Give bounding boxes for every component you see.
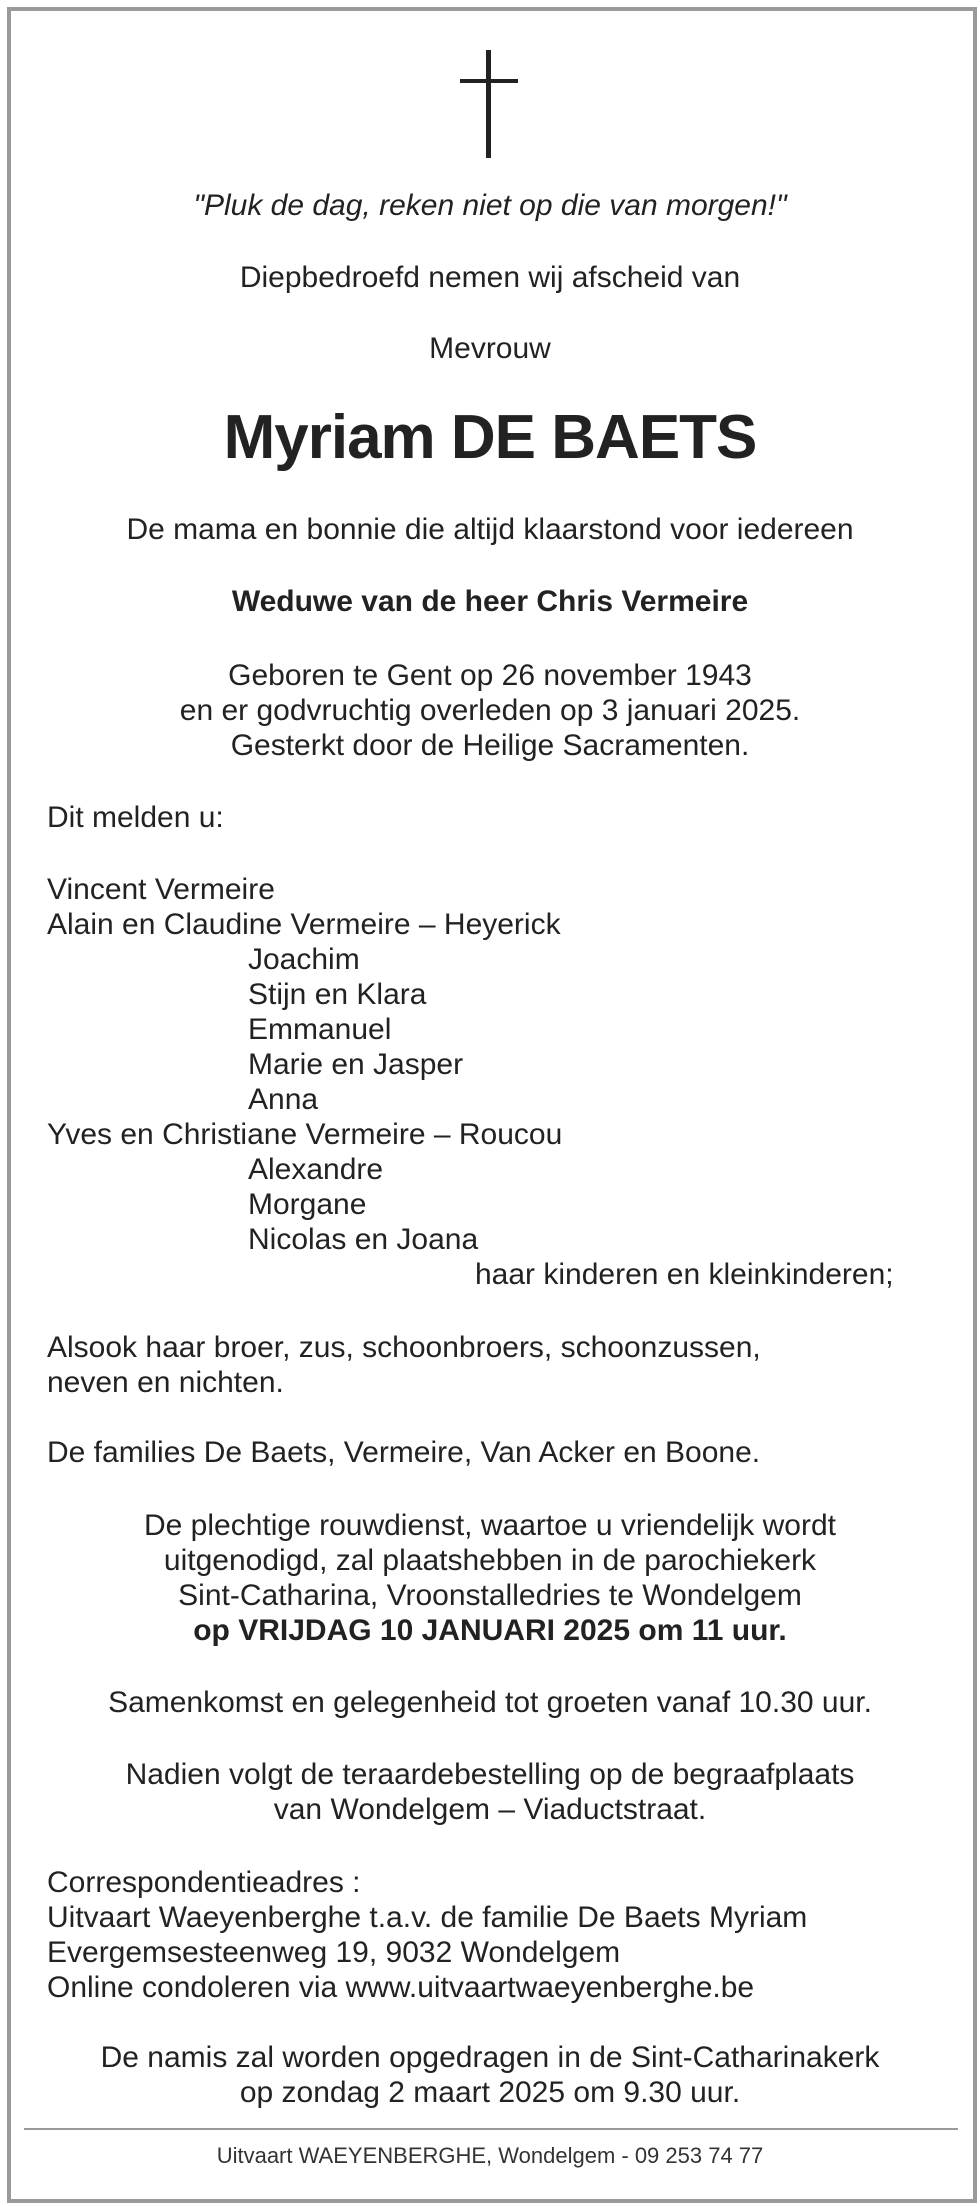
grandchild: Marie en Jasper — [248, 1048, 464, 1081]
mass-line: De namis zal worden opgedragen in de Sint-Catharinakerk — [100, 2041, 880, 2074]
correspondence-line: Evergemsesteenweg 19, 9032 Wondelgem — [47, 1936, 621, 1969]
intro-text: Diepbedroefd nemen wij afscheid van — [239, 261, 741, 294]
also-line: Alsook haar broer, zus, schoonbroers, schoonzussen, — [47, 1331, 761, 1364]
footer-text: Uitvaart WAEYENBERGHE, Wondelgem - 09 253 74 77 — [216, 2143, 764, 2168]
deceased-name: Myriam DE BAETS — [223, 403, 757, 472]
sacraments-line: Gesterkt door de Heilige Sacramenten. — [230, 729, 750, 762]
widow-line: Weduwe van de heer Chris Vermeire — [231, 585, 749, 618]
gathering-line: Samenkomst en gelegenheid tot groeten vanaf 10.30 uur. — [108, 1686, 872, 1719]
correspondence-heading: Correspondentieadres : — [47, 1866, 361, 1899]
birth-line: Geboren te Gent op 26 november 1943 — [228, 659, 752, 692]
service-line: De plechtige rouwdienst, waartoe u vriendelijk wordt — [143, 1509, 837, 1542]
death-line: en er godvruchtig overleden op 3 januari 2025. — [179, 694, 801, 727]
cross-icon — [460, 50, 518, 158]
family-member: Alain en Claudine Vermeire – Heyerick — [47, 908, 561, 941]
grandchild: Morgane — [248, 1188, 367, 1221]
tagline: De mama en bonnie die altijd klaarstond voor iedereen — [126, 513, 854, 546]
mass-line: op zondag 2 maart 2025 om 9.30 uur. — [239, 2076, 741, 2109]
also-line: neven en nichten. — [47, 1366, 284, 1399]
service-date: op VRIJDAG 10 JANUARI 2025 om 11 uur. — [193, 1614, 787, 1647]
grandchild: Anna — [248, 1083, 319, 1116]
grandchild: Alexandre — [248, 1153, 384, 1186]
family-close: haar kinderen en kleinkinderen; — [475, 1258, 894, 1291]
online-condolence: Online condoleren via www.uitvaartwaeyenberghe.be — [47, 1971, 755, 2004]
correspondence-line: Uitvaart Waeyenberghe t.a.v. de familie De Baets Myriam — [47, 1901, 808, 1934]
service-line: uitgenodigd, zal plaatshebben in de parochiekerk — [163, 1544, 817, 1577]
quote: "Pluk de dag, reken niet op die van morgen!" — [193, 189, 787, 222]
burial-line: van Wondelgem – Viaductstraat. — [273, 1793, 707, 1826]
burial-line: Nadien volgt de teraardebestelling op de begraafplaats — [125, 1758, 855, 1791]
service-line: Sint-Catharina, Vroonstalledries te Wondelgem — [178, 1579, 802, 1612]
family-member: Yves en Christiane Vermeire – Roucou — [47, 1118, 563, 1151]
families-line: De families De Baets, Vermeire, Van Acker en Boone. — [47, 1436, 761, 1469]
salutation: Mevrouw — [429, 332, 551, 365]
grandchild: Joachim — [248, 943, 360, 976]
grandchild: Stijn en Klara — [248, 978, 427, 1011]
footer-divider — [24, 2128, 958, 2130]
grandchild: Nicolas en Joana — [248, 1223, 479, 1256]
grandchild: Emmanuel — [248, 1013, 392, 1046]
family-member: Vincent Vermeire — [47, 873, 275, 906]
announce-text: Dit melden u: — [47, 801, 224, 834]
